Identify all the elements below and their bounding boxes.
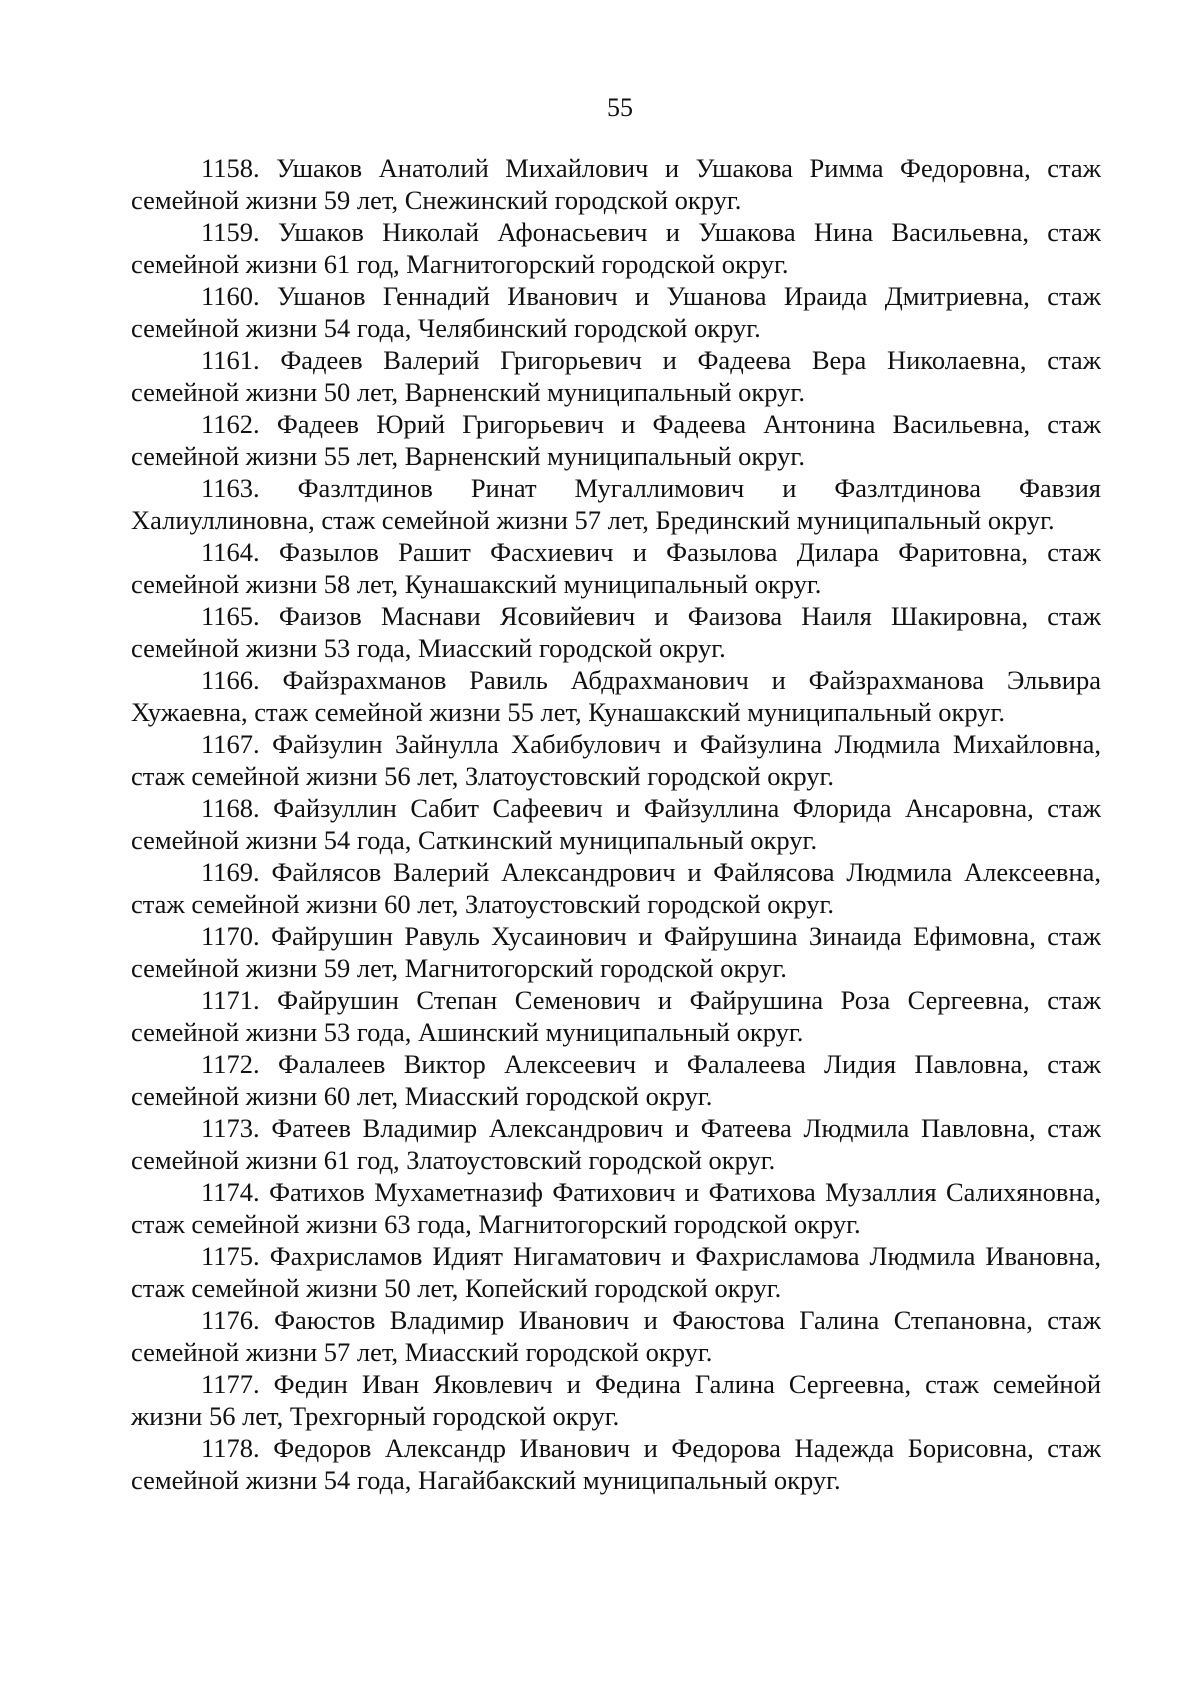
list-item (131, 280, 1101, 344)
entry-number: 1160. (201, 281, 260, 311)
list-item (131, 152, 1101, 216)
list-item (131, 344, 1101, 408)
entry-text: Фаизов Маснави Ясовийевич и Фаизова Наиля Шакировна, стаж семейной жизни 53 года, Миасский городской округ. (131, 601, 1101, 663)
entry-text: Файрушин Равуль Хусаинович и Файрушина Зинаида Ефимовна, стаж семейной жизни 59 лет, Магнитогорский городской округ. (131, 921, 1102, 983)
entry-text: Федоров Александр Иванович и Федорова Надежда Борисовна, стаж семейной жизни 54 года, Нагайбакский муниципальный округ. (131, 1433, 1102, 1495)
entry-number: 1158. (201, 153, 260, 183)
entry-number: 1177. (201, 1369, 260, 1399)
list-item (131, 1240, 1101, 1304)
entry-text: Фахрисламов Идият Нигаматович и Фахрисламова Людмила Ивановна, стаж семейной жизни 50 лет, Копейский городской округ. (131, 1241, 1101, 1303)
list-item (131, 1368, 1101, 1432)
entry-number: 1161. (201, 345, 260, 375)
entry-text: Фалалеев Виктор Алексеевич и Фалалеева Лидия Павловна, стаж семейной жизни 60 лет, Миасский городской округ. (131, 1049, 1101, 1111)
list-item (131, 664, 1101, 728)
entry-number: 1163. (201, 473, 260, 503)
page-number: 55 (607, 93, 633, 122)
list-item (131, 728, 1101, 792)
entry-number: 1159. (201, 217, 260, 247)
entry-text: Файзрахманов Равиль Абдрахманович и Файзрахманова Эльвира Хужаевна, стаж семейной жизни 55 лет, Кунашакский муниципальный округ. (131, 665, 1102, 727)
list-item (131, 472, 1101, 536)
entry-number: 1169. (201, 857, 260, 887)
list-item (131, 1112, 1101, 1176)
entry-text: Фадеев Юрий Григорьевич и Фадеева Антонина Васильевна, стаж семейной жизни 55 лет, Варненский муниципальный округ. (131, 409, 1102, 471)
entry-number: 1164. (201, 537, 260, 567)
entry-number: 1176. (201, 1305, 260, 1335)
entry-number: 1165. (201, 601, 260, 631)
list-item (131, 1176, 1101, 1240)
entry-text: Ушаков Анатолий Михайлович и Ушакова Римма Федоровна, стаж семейной жизни 59 лет, Снежинский городской округ. (131, 153, 1101, 215)
entry-number: 1170. (201, 921, 260, 951)
list-item (131, 1304, 1101, 1368)
entry-text: Фатеев Владимир Александрович и Фатеева Людмила Павловна, стаж семейной жизни 61 год, Златоустовский городской округ. (131, 1113, 1102, 1175)
entry-text: Фатихов Мухаметназиф Фатихович и Фатихова Музаллия Салихяновна, стаж семейной жизни 63 года, Магнитогорский городской округ. (131, 1177, 1102, 1239)
entry-number: 1162. (201, 409, 260, 439)
entry-number: 1172. (201, 1049, 260, 1079)
entry-number: 1167. (201, 729, 260, 759)
entry-text: Ушанов Геннадий Иванович и Ушанова Ираида Дмитриевна, стаж семейной жизни 54 года, Челябинский городской округ. (131, 281, 1101, 343)
list-item (131, 856, 1101, 920)
list-item (131, 984, 1101, 1048)
entry-text: Файзулин Зайнулла Хабибулович и Файзулина Людмила Михайловна, стаж семейной жизни 56 лет, Златоустовский городской округ. (131, 729, 1101, 791)
entry-text: Фадеев Валерий Григорьевич и Фадеева Вера Николаевна, стаж семейной жизни 50 лет, Варненский муниципальный округ. (131, 345, 1101, 407)
list-item (131, 408, 1101, 472)
list-item (131, 792, 1101, 856)
list-item (131, 1432, 1101, 1496)
list-item (131, 920, 1101, 984)
entry-number: 1168. (201, 793, 260, 823)
entry-text: Фаюстов Владимир Иванович и Фаюстова Галина Степановна, стаж семейной жизни 57 лет, Миасский городской округ. (131, 1305, 1101, 1367)
entry-text: Фазылов Рашит Фасхиевич и Фазылова Дилара Фаритовна, стаж семейной жизни 58 лет, Кунашакский муниципальный округ. (131, 537, 1101, 599)
entry-number: 1175. (201, 1241, 260, 1271)
list-item (131, 600, 1101, 664)
entry-number: 1178. (201, 1433, 260, 1463)
list-item (131, 1048, 1101, 1112)
entry-number: 1171. (201, 985, 260, 1015)
entry-text: Файзуллин Сабит Сафеевич и Файзуллина Флорида Ансаровна, стаж семейной жизни 54 года, Саткинский муниципальный округ. (131, 793, 1101, 855)
entry-number: 1166. (201, 665, 260, 695)
entry-text: Файлясов Валерий Александрович и Файлясова Людмила Алексеевна, стаж семейной жизни 60 лет, Златоустовский городской округ. (131, 857, 1102, 919)
entry-number: 1174. (201, 1177, 260, 1207)
entry-text: Файрушин Степан Семенович и Файрушина Роза Сергеевна, стаж семейной жизни 53 года, Ашинский муниципальный округ. (131, 985, 1102, 1047)
entry-text: Федин Иван Яковлевич и Федина Галина Сергеевна, стаж семейной жизни 56 лет, Трехгорный городской округ. (131, 1369, 1101, 1431)
entry-list (131, 152, 1101, 1496)
entry-text: Ушаков Николай Афонасьевич и Ушакова Нина Васильевна, стаж семейной жизни 61 год, Магнитогорский городской округ. (131, 217, 1102, 279)
list-item (131, 536, 1101, 600)
list-item (131, 216, 1101, 280)
entry-text: Фазлтдинов Ринат Мугаллимович и Фазлтдинова Фавзия Халиуллиновна, стаж семейной жизни 57 лет, Брединский муниципальный округ. (131, 473, 1101, 535)
entry-number: 1173. (201, 1113, 260, 1143)
